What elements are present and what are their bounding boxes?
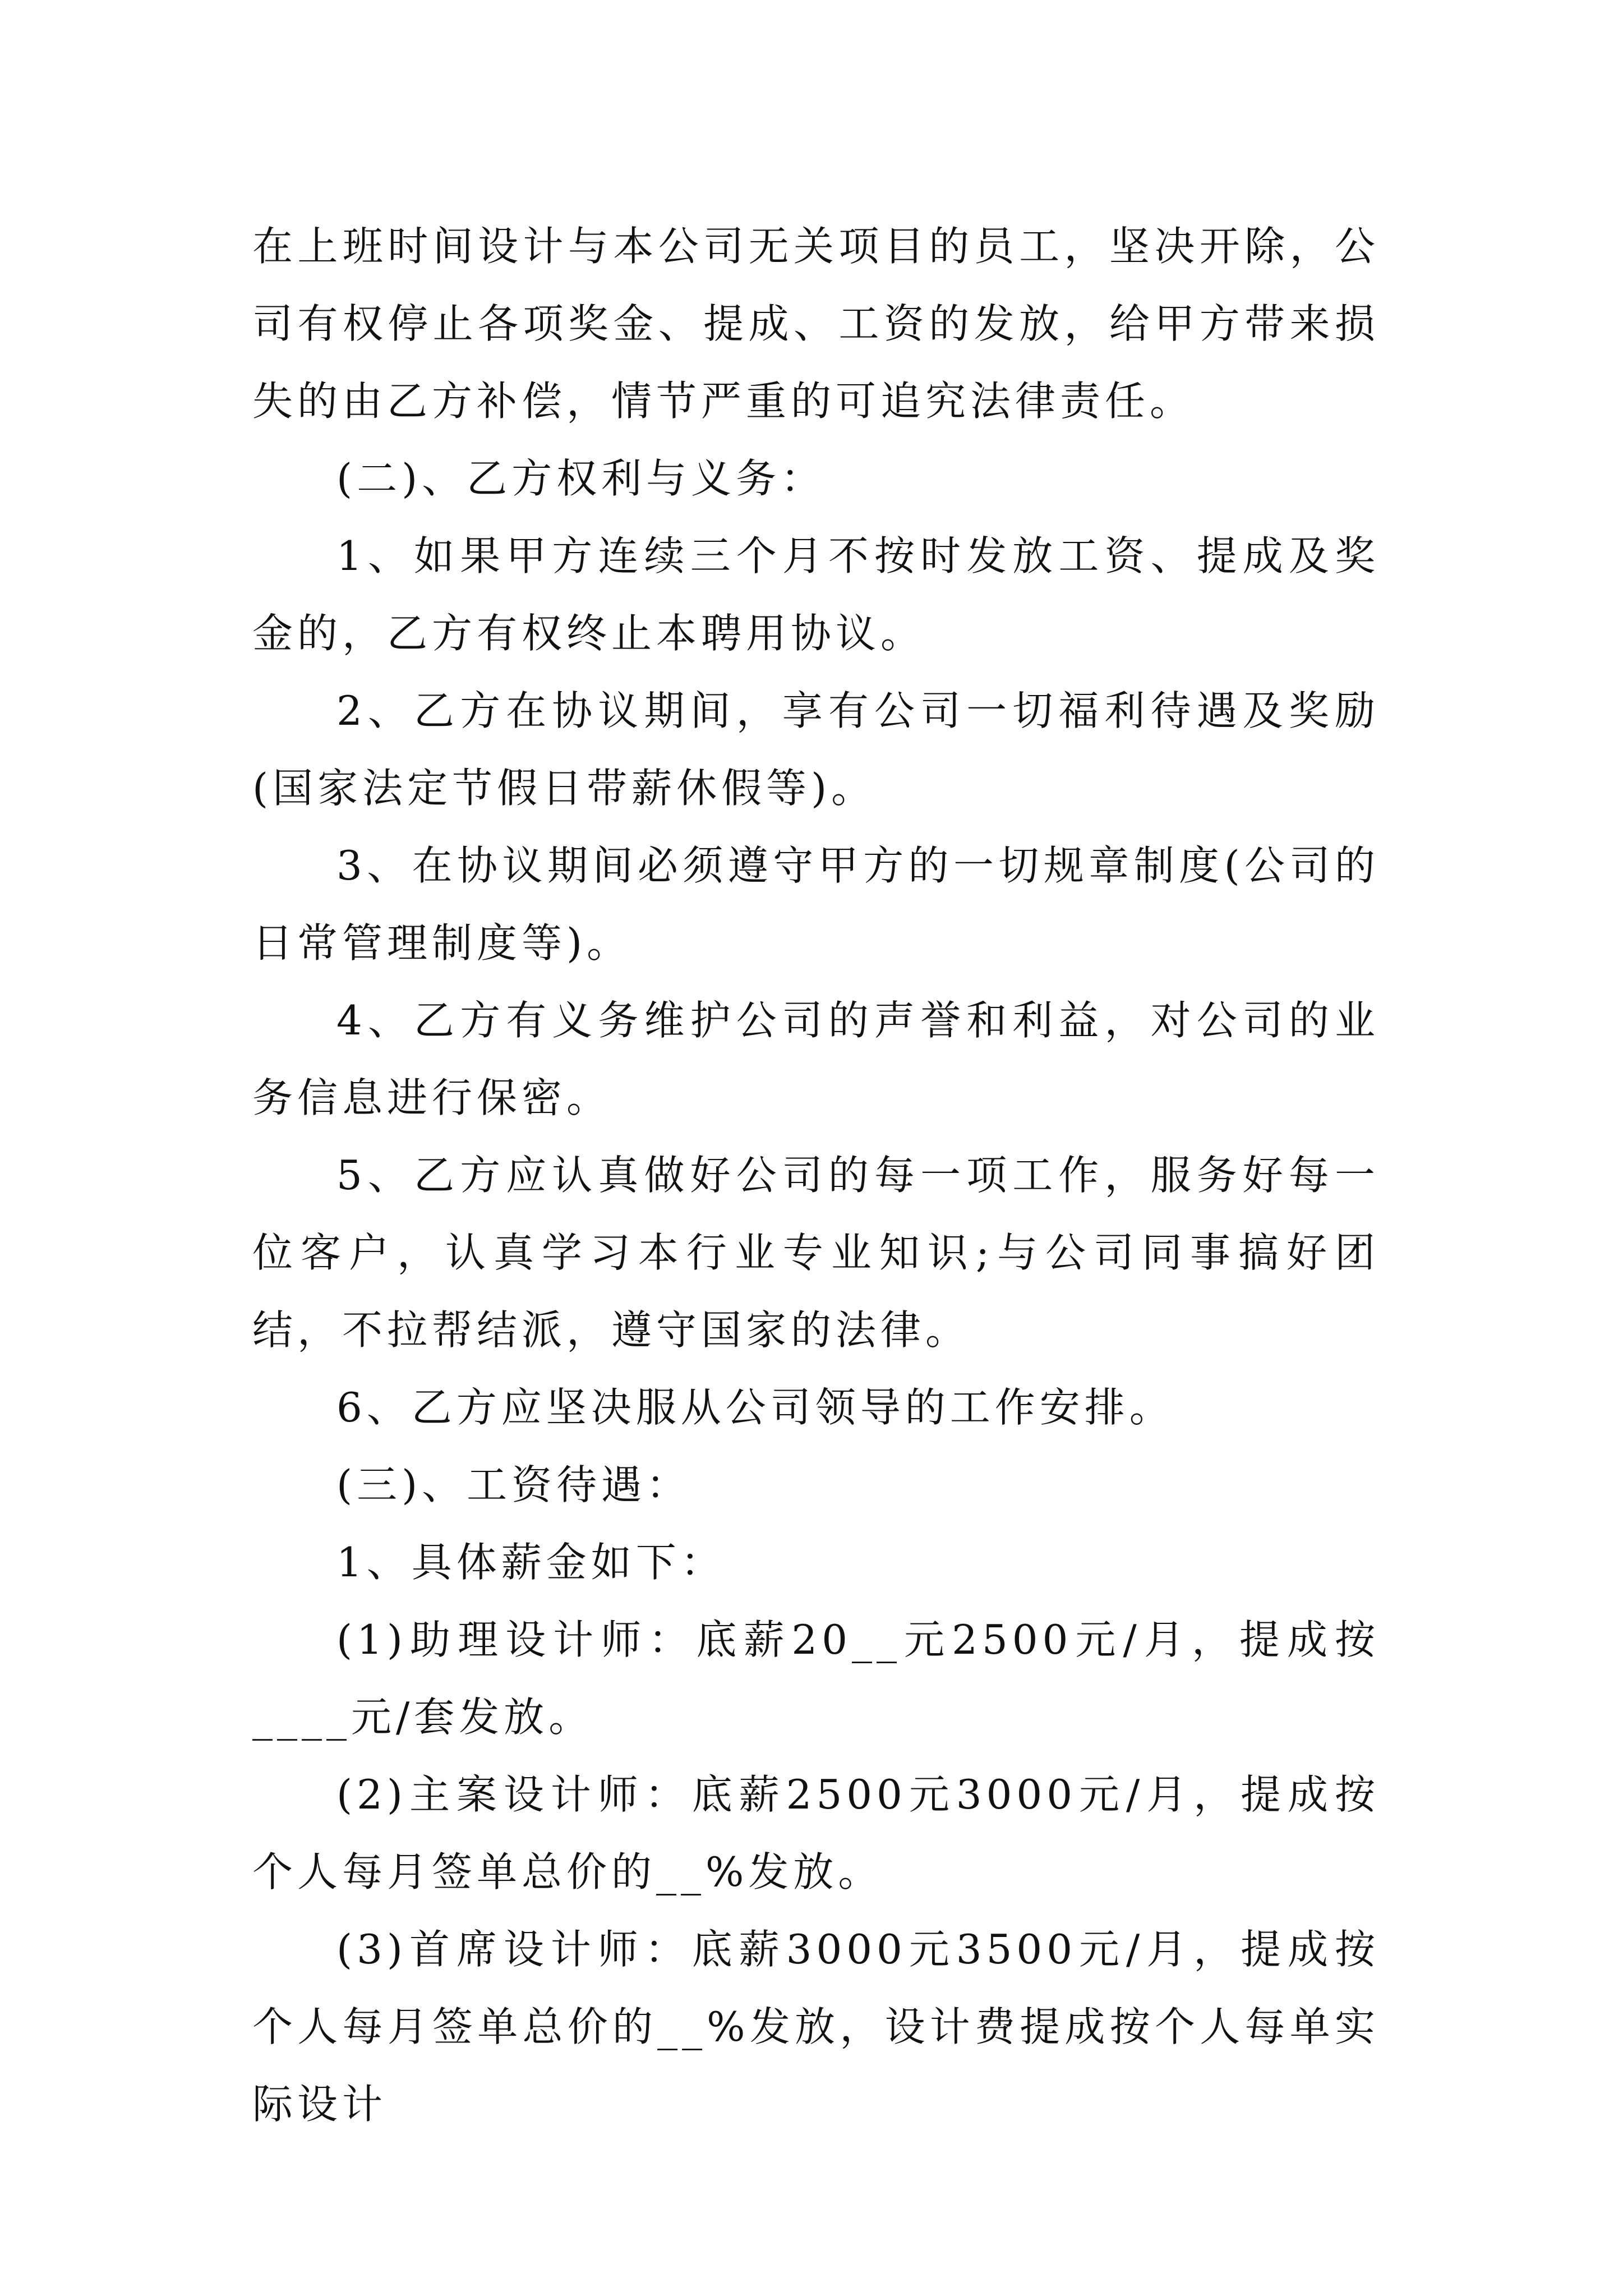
paragraph-13: (3)首席设计师：底薪3000元3500元/月，提成按个人每月签单总价的__%发放，设计费提成按个人每单实际设计 [252, 1926, 1380, 2128]
paragraph-4: 2、乙方在协议期间，享有公司一切福利待遇及奖励(国家法定节假日带薪休假等)。 [252, 687, 1380, 812]
paragraph-9: (三)、工资待遇： [336, 1461, 691, 1508]
paragraph-7: 5、乙方应认真做好公司的每一项工作，服务好每一位客户，认真学习本行业专业知识;与公司同事搞好团结，不拉帮结派，遵守国家的法律。 [252, 1152, 1380, 1354]
paragraph-5: 3、在协议期间必须遵守甲方的一切规章制度(公司的日常管理制度等)。 [252, 842, 1380, 967]
paragraph-3: 1、如果甲方连续三个月不按时发放工资、提成及奖金的，乙方有权终止本聘用协议。 [252, 532, 1380, 657]
paragraph-8: 6、乙方应坚决服从公司领导的工作安排。 [336, 1384, 1174, 1431]
paragraph-10: 1、具体薪金如下： [336, 1539, 726, 1586]
paragraph-2: (二)、乙方权利与义务： [336, 455, 826, 502]
paragraph-12: (2)主案设计师：底薪2500元3000元/月，提成按个人每月签单总价的__%发放。 [252, 1771, 1380, 1895]
paragraph-6: 4、乙方有义务维护公司的声誉和利益，对公司的业务信息进行保密。 [252, 997, 1380, 1121]
paragraph-11: (1)助理设计师：底薪20__元2500元/月，提成按____元/套发放。 [252, 1616, 1380, 1741]
paragraph-1: 在上班时间设计与本公司无关项目的员工，坚决开除，公司有权停止各项奖金、提成、工资的发放，给甲方带来损失的由乙方补偿，情节严重的可追究法律责任。 [252, 223, 1380, 425]
document-body [252, 208, 1380, 2143]
